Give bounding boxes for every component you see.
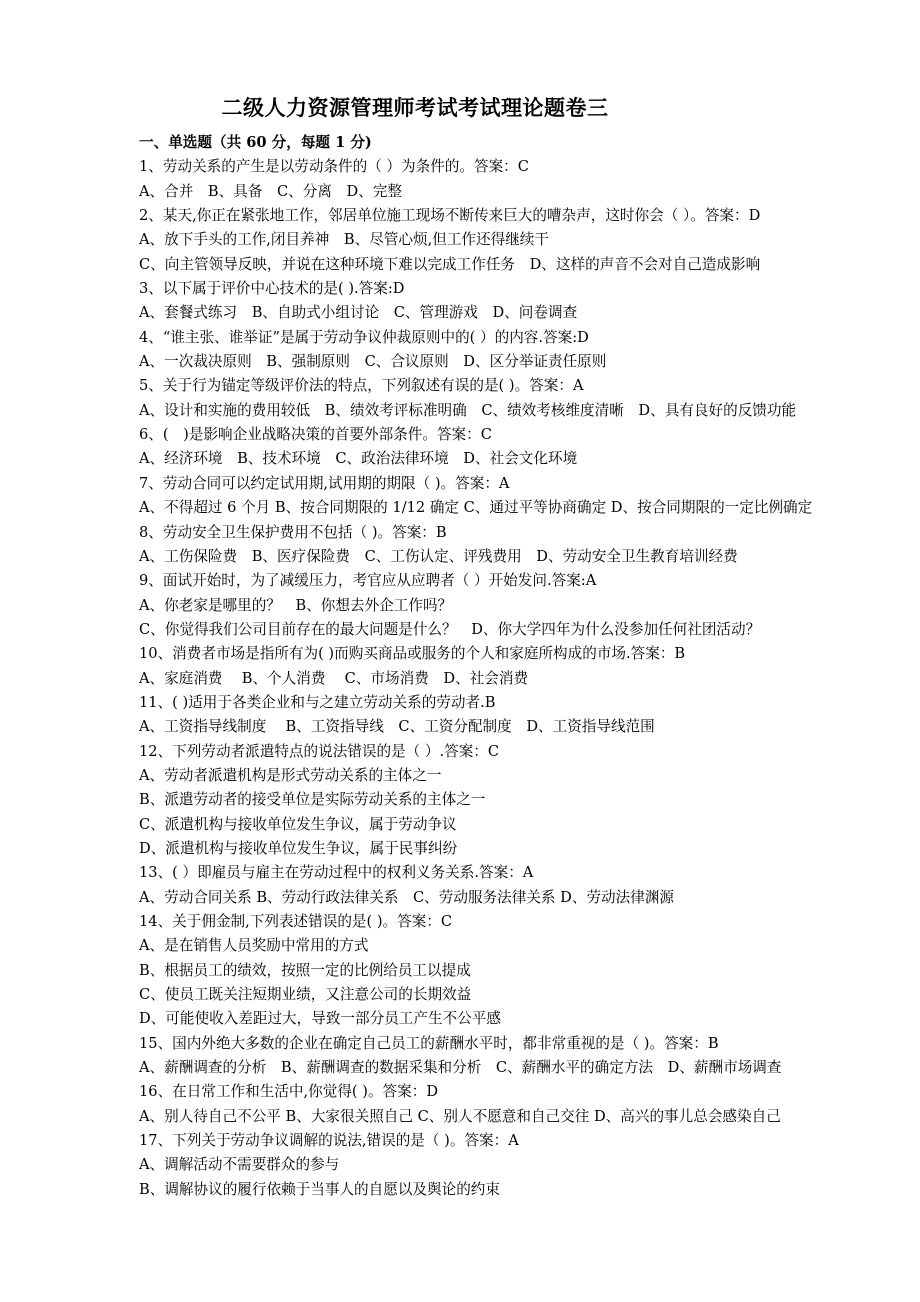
- text-line: A、一次裁决原则 B、强制原则 C、合议原则 D、区分举证责任原则: [139, 353, 607, 371]
- text-line: 15、国内外绝大多数的企业在确定自己员工的薪酬水平时，都非常重视的是（ )。答案：B: [139, 1034, 719, 1052]
- text-line: C、派遣机构与接收单位发生争议，属于劳动争议: [139, 815, 457, 833]
- text-line: C、向主管领导反映，并说在这种环境下难以完成工作任务 D、这样的声音不会对自己造成影响: [139, 255, 761, 273]
- text-line: C、使员工既关注短期业绩，又注意公司的长期效益: [139, 986, 472, 1004]
- text-line: A、是在销售人员奖励中常用的方式: [139, 937, 369, 955]
- text-line: A、薪酬调查的分析 B、薪酬调查的数据采集和分析 C、薪酬水平的确定方法 D、薪酬市场调查: [139, 1059, 782, 1077]
- text-line: A、家庭消费 B、个人消费 C、市场消费 D、社会消费: [139, 669, 529, 687]
- text-line: 17、下列关于劳动争议调解的说法,错误的是（ )。答案：A: [139, 1132, 519, 1150]
- text-line: C、你觉得我们公司目前存在的最大问题是什么？ D、你大学四年为什么没参加任何社团活动？: [139, 620, 761, 638]
- text-line: A、工资指导线制度 B、工资指导线 C、工资分配制度 D、工资指导线范围: [139, 718, 655, 736]
- text-line: B、根据员工的绩效，按照一定的比例给员工以提成: [139, 961, 471, 979]
- text-line: A、经济环境 B、技术环境 C、政治法律环境 D、社会文化环境: [139, 450, 578, 468]
- text-line: A、别人待自己不公平 B、大家很关照自己 C、别人不愿意和自己交往 D、高兴的事儿总会感染自己: [139, 1107, 781, 1125]
- text-line: A、劳动合同关系 B、劳动行政法律关系 C、劳动服务法律关系 D、劳动法律渊源: [139, 888, 675, 906]
- text-line: 14、关于佣金制,下列表述错误的是( )。答案：C: [139, 913, 453, 930]
- text-line: 12、下列劳动者派遣特点的说法错误的是（ ）.答案：C: [139, 742, 500, 760]
- text-line: B、派遣劳动者的接受单位是实际劳动关系的主体之一: [139, 791, 486, 809]
- text-line: A、不得超过 6 个月 B、按合同期限的 1/12 确定 C、通过平等协商确定 D、按合同期限的一定比例确定: [139, 499, 813, 517]
- section-heading: 一、单选题（共 60 分，每题 1 分): [139, 134, 372, 151]
- text-line: 9、面试开始时，为了减缓压力，考官应从应聘者（ ）开始发问.答案:A: [139, 572, 597, 590]
- text-line: D、可能使收入差距过大，导致一部分员工产生不公平感: [139, 1010, 501, 1028]
- document-title: 二级人力资源管理师考试考试理论题卷三: [221, 95, 609, 120]
- text-line: D、派遣机构与接收单位发生争议，属于民事纠纷: [139, 839, 458, 857]
- text-line: B、调解协议的履行依赖于当事人的自愿以及舆论的约束: [139, 1180, 500, 1198]
- text-line: 4、“谁主张、谁举证”是属于劳动争议仲裁原则中的( ）的内容.答案:D: [139, 328, 589, 346]
- text-line: A、套餐式练习 B、自助式小组讨论 C、管理游戏 D、问卷调查: [139, 304, 578, 322]
- text-line: 2、某天,你正在紧张地工作，邻居单位施工现场不断传来巨大的嘈杂声，这时你会（ ）。答案：D: [139, 207, 761, 225]
- text-line: 11、( )适用于各类企业和与之建立劳动关系的劳动者.B: [139, 693, 496, 711]
- text-line: A、放下手头的工作,闭目养神 B、尽管心烦,但工作还得继续干: [139, 231, 549, 249]
- text-line: A、调解活动不需要群众的参与: [139, 1156, 340, 1174]
- text-line: A、工伤保险费 B、医疗保险费 C、工伤认定、评残费用 D、劳动安全卫生教育培训经费: [139, 547, 738, 565]
- text-line: A、劳动者派遣机构是形式劳动关系的主体之一: [139, 766, 442, 784]
- text-line: 13、( ）即雇员与雇主在劳动过程中的权利义务关系.答案：A: [139, 864, 534, 882]
- text-line: 6、( )是影响企业战略决策的首要外部条件。答案：C: [139, 426, 492, 444]
- text-line: A、你老家是哪里的？ B、你想去外企工作吗？: [139, 596, 453, 614]
- text-line: 7、劳动合同可以约定试用期,试用期的期限（ )。答案：A: [139, 474, 510, 492]
- question-list: [139, 131, 879, 1202]
- text-line: 16、在日常工作和生活中,你觉得( )。答案：D: [139, 1083, 439, 1101]
- text-line: 1、劳动关系的产生是以劳动条件的（ ）为条件的。答案：C: [139, 158, 529, 176]
- text-line: A、合并 B、具备 C、分离 D、完整: [139, 182, 403, 200]
- text-line: 3、以下属于评价中心技术的是( ).答案:D: [139, 280, 405, 298]
- text-line: A、设计和实施的费用较低 B、绩效考评标准明确 C、绩效考核维度清晰 D、具有良好的反馈功能: [139, 401, 797, 419]
- text-line: 8、劳动安全卫生保护费用不包括（ )。答案：B: [139, 523, 447, 541]
- text-line: 5、关于行为锚定等级评价法的特点，下列叙述有误的是( )。答案：A: [139, 377, 584, 395]
- text-line: 10、消费者市场是指所有为( )而购买商品或服务的个人和家庭所构成的市场.答案：B: [139, 645, 686, 663]
